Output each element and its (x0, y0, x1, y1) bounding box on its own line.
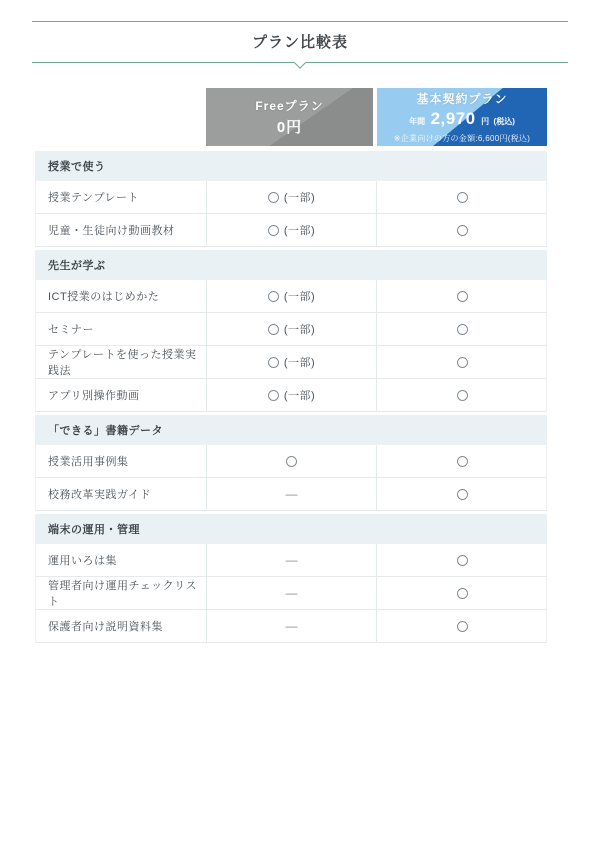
circle-icon (268, 357, 279, 368)
partial-label: (一部) (283, 357, 316, 369)
table-row (35, 313, 547, 346)
table-row (35, 610, 547, 643)
free-plan-header (206, 88, 373, 146)
basic-plan-cell (376, 478, 548, 510)
section-header: 授業で使う (35, 151, 547, 180)
partial-label: (一部) (283, 324, 316, 336)
free-plan-cell (206, 346, 376, 378)
table-row (35, 280, 547, 313)
table-section (35, 514, 547, 643)
circle-icon (268, 225, 279, 236)
dash-icon: — (285, 619, 298, 633)
circle-icon (268, 291, 279, 302)
section-header: 「できる」書籍データ (35, 415, 547, 444)
basic-plan-cell (376, 577, 548, 609)
free-plan-name: Freeプラン (255, 99, 324, 113)
free-plan-cell (206, 445, 376, 477)
basic-price-tax: (税込) (493, 117, 515, 126)
table-section (35, 151, 547, 247)
plan-headers (35, 88, 547, 146)
plan-headers-spacer (35, 88, 205, 146)
feature-label: 校務改革実践ガイド (48, 489, 152, 501)
basic-plan-cell (376, 346, 548, 378)
free-plan-cell (206, 610, 376, 642)
basic-plan-cell (376, 379, 548, 411)
circle-icon (457, 555, 468, 566)
title-bottom-rule (32, 62, 568, 63)
section-rows (35, 279, 547, 412)
circle-icon (268, 192, 279, 203)
page-title: プラン比較表 (251, 34, 348, 51)
table-row (35, 346, 547, 379)
basic-plan-cell (376, 280, 548, 312)
free-plan-cell (206, 577, 376, 609)
table-row (35, 445, 547, 478)
feature-label: ICT授業のはじめかた (48, 291, 160, 303)
basic-plan-cell (376, 445, 548, 477)
feature-label: 管理者向け運用チェックリスト (48, 580, 197, 608)
plan-comparison-page (0, 21, 600, 841)
circle-icon (268, 390, 279, 401)
partial-label: (一部) (283, 192, 316, 204)
basic-plan-note: ※企業向けの方の金額:6,600円(税込) (393, 134, 531, 143)
feature-label: 児童・生徒向け動画教材 (48, 225, 175, 237)
partial-label: (一部) (283, 291, 316, 303)
basic-plan-name: 基本契約プラン (416, 92, 508, 106)
basic-plan-cell (376, 610, 548, 642)
basic-plan-cell (376, 181, 548, 213)
free-plan-cell (206, 478, 376, 510)
free-plan-cell (206, 214, 376, 246)
feature-label: 授業活用事例集 (48, 456, 129, 468)
circle-icon (457, 291, 468, 302)
circle-icon (457, 192, 468, 203)
feature-label: 運用いろは集 (48, 555, 117, 567)
basic-plan-header (377, 88, 547, 146)
free-plan-price: 0円 (276, 119, 303, 136)
section-header: 先生が学ぶ (35, 250, 547, 279)
basic-plan-cell (376, 214, 548, 246)
circle-icon (457, 456, 468, 467)
section-rows (35, 543, 547, 643)
table-section (35, 250, 547, 412)
basic-plan-price (377, 110, 547, 128)
free-plan-cell (206, 313, 376, 345)
comparison-table (35, 151, 547, 643)
table-row (35, 577, 547, 610)
basic-plan-cell (376, 544, 548, 576)
basic-plan-cell (376, 313, 548, 345)
circle-icon (268, 324, 279, 335)
table-row (35, 181, 547, 214)
dash-icon: — (285, 487, 298, 501)
circle-icon (286, 456, 297, 467)
feature-label: セミナー (48, 324, 94, 336)
table-section (35, 415, 547, 511)
table-row (35, 379, 547, 412)
free-plan-cell (206, 280, 376, 312)
feature-label: 保護者向け説明資料集 (48, 621, 163, 633)
feature-label: テンプレートを使った授業実践法 (48, 349, 197, 377)
circle-icon (457, 621, 468, 632)
basic-price-unit: 円 (481, 117, 490, 126)
feature-label: アプリ別操作動画 (48, 390, 140, 402)
table-row (35, 478, 547, 511)
table-row (35, 544, 547, 577)
circle-icon (457, 324, 468, 335)
section-rows (35, 180, 547, 247)
table-row (35, 214, 547, 247)
dash-icon: — (285, 586, 298, 600)
section-header: 端末の運用・管理 (35, 514, 547, 543)
circle-icon (457, 357, 468, 368)
partial-label: (一部) (283, 225, 316, 237)
title-top-rule (32, 21, 568, 22)
circle-icon (457, 489, 468, 500)
title-block (32, 21, 568, 63)
free-plan-cell (206, 379, 376, 411)
circle-icon (457, 390, 468, 401)
circle-icon (457, 588, 468, 599)
free-plan-cell (206, 181, 376, 213)
dash-icon: — (285, 553, 298, 567)
section-rows (35, 444, 547, 511)
feature-label: 授業テンプレート (48, 192, 140, 204)
free-plan-cell (206, 544, 376, 576)
circle-icon (457, 225, 468, 236)
basic-price-prefix: 年間 (409, 117, 426, 126)
partial-label: (一部) (283, 390, 316, 402)
basic-price-value: 2,970 (430, 109, 476, 128)
